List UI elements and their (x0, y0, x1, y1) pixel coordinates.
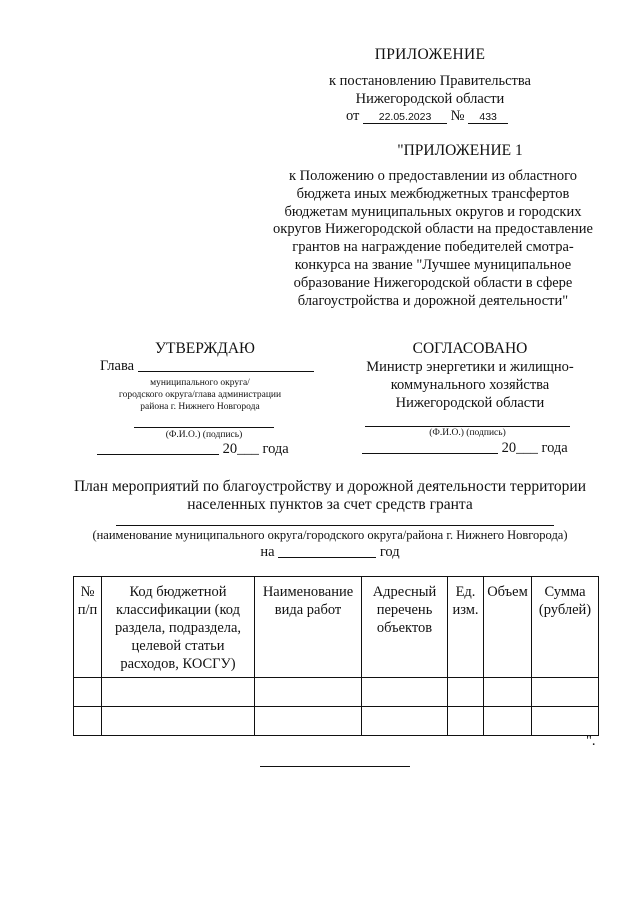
table-cell[interactable] (362, 707, 448, 736)
approve-date-blank[interactable] (97, 441, 219, 455)
agree-date-line (362, 440, 568, 457)
table-cell[interactable] (484, 707, 532, 736)
table-cell[interactable] (102, 678, 255, 707)
table-header-row (74, 577, 599, 678)
minister-title (350, 358, 590, 412)
minister-line: Министр энергетики и жилищно- (366, 359, 574, 375)
number-label: № (450, 108, 465, 124)
col-header-sum: Сумма (рублей) (532, 577, 599, 678)
table-cell[interactable] (102, 707, 255, 736)
col-header-number: № п/п (74, 577, 102, 678)
regulation-line: бюджета иных межбюджетных трансфертов (296, 185, 570, 202)
table-cell[interactable] (448, 678, 484, 707)
decree-number: 433 (468, 111, 508, 124)
head-caption-line: района г. Нижнего Новгорода (140, 402, 260, 412)
head-label: Глава (100, 358, 135, 374)
col-header-address-list: Адресный перечень объектов (362, 577, 448, 678)
table-cell[interactable] (484, 678, 532, 707)
appendix-title: ПРИЛОЖЕНИЕ (374, 46, 486, 63)
decree-date: 22.05.2023 (363, 111, 447, 124)
table-row (74, 678, 599, 707)
agree-date-blank[interactable] (362, 440, 498, 454)
decree-line-2: Нижегородской области (355, 91, 505, 107)
regulation-line: конкурса на звание "Лучшее муниципальное (294, 256, 572, 273)
for-label: на (260, 544, 275, 560)
appendix-1-title: "ПРИЛОЖЕНИЕ 1 (397, 142, 523, 159)
head-caption-line: муниципального округа/ (150, 378, 250, 388)
head-caption (100, 377, 300, 413)
closing-quote: ". (586, 733, 596, 749)
regulation-line: грантов на награждение победителей смотра- (292, 239, 574, 256)
year-label: год (379, 544, 400, 560)
table-cell[interactable] (255, 707, 362, 736)
regulation-line: к Положению о предоставлении из областного (289, 168, 577, 184)
plan-year-line (230, 544, 430, 561)
decree-line-1: к постановлению Правительства (329, 73, 531, 89)
municipality-name-caption: (наименование муниципального округа/городского округа/района г. Нижнего Новгорода) (92, 528, 568, 542)
from-label: от (346, 108, 360, 124)
regulation-line: благоустройства и дорожной деятельности" (297, 292, 569, 309)
decree-date-number (346, 108, 508, 125)
plan-year-blank[interactable] (278, 544, 376, 558)
approve-fio-caption: (Ф.И.О.) (подпись) (165, 430, 243, 440)
table-cell[interactable] (74, 707, 102, 736)
agree-year-text: 20___ года (501, 440, 568, 456)
plan-title-line-1: План мероприятий по благоустройству и дорожной деятельности территории (73, 478, 587, 495)
plan-title (70, 478, 590, 514)
document-end-line (260, 766, 410, 767)
table-cell[interactable] (362, 678, 448, 707)
col-header-unit: Ед. изм. (448, 577, 484, 678)
agree-fio-caption: (Ф.И.О.) (подпись) (429, 428, 506, 438)
regulation-line: бюджетам муниципальных округов и городских (284, 203, 582, 220)
col-header-budget-code: Код бюджетной классификации (код раздела, подраздела, целевой статьи расходов, КОСГУ) (102, 577, 255, 678)
table-cell[interactable] (532, 678, 599, 707)
regulation-reference (252, 168, 614, 310)
table-cell[interactable] (448, 707, 484, 736)
table-cell[interactable] (74, 678, 102, 707)
head-signature-line (100, 358, 314, 375)
approve-title: УТВЕРЖДАЮ (155, 340, 255, 357)
head-caption-line: городского округа/глава администрации (118, 390, 282, 400)
approve-year-text: 20___ года (222, 441, 289, 457)
agree-title: СОГЛАСОВАНО (412, 340, 528, 357)
agree-signature-blank[interactable] (365, 426, 570, 427)
plan-table (73, 576, 599, 736)
decree-reference (300, 72, 560, 108)
regulation-line: образование Нижегородской области в сфере (293, 274, 573, 291)
col-header-volume: Объем (484, 577, 532, 678)
approve-date-line (97, 441, 289, 458)
plan-title-line-2: населенных пунктов за счет средств гранта (187, 496, 473, 513)
approve-signature-blank[interactable] (134, 427, 274, 428)
table-cell[interactable] (532, 707, 599, 736)
head-name-blank[interactable] (138, 358, 314, 372)
table-row (74, 707, 599, 736)
table-cell[interactable] (255, 678, 362, 707)
municipality-name-blank[interactable] (116, 525, 554, 526)
minister-line: Нижегородской области (395, 395, 545, 411)
col-header-work-type: Наименование вида работ (255, 577, 362, 678)
regulation-line: округов Нижегородской области на предоставление (273, 221, 593, 238)
minister-line: коммунального хозяйства (390, 377, 550, 393)
